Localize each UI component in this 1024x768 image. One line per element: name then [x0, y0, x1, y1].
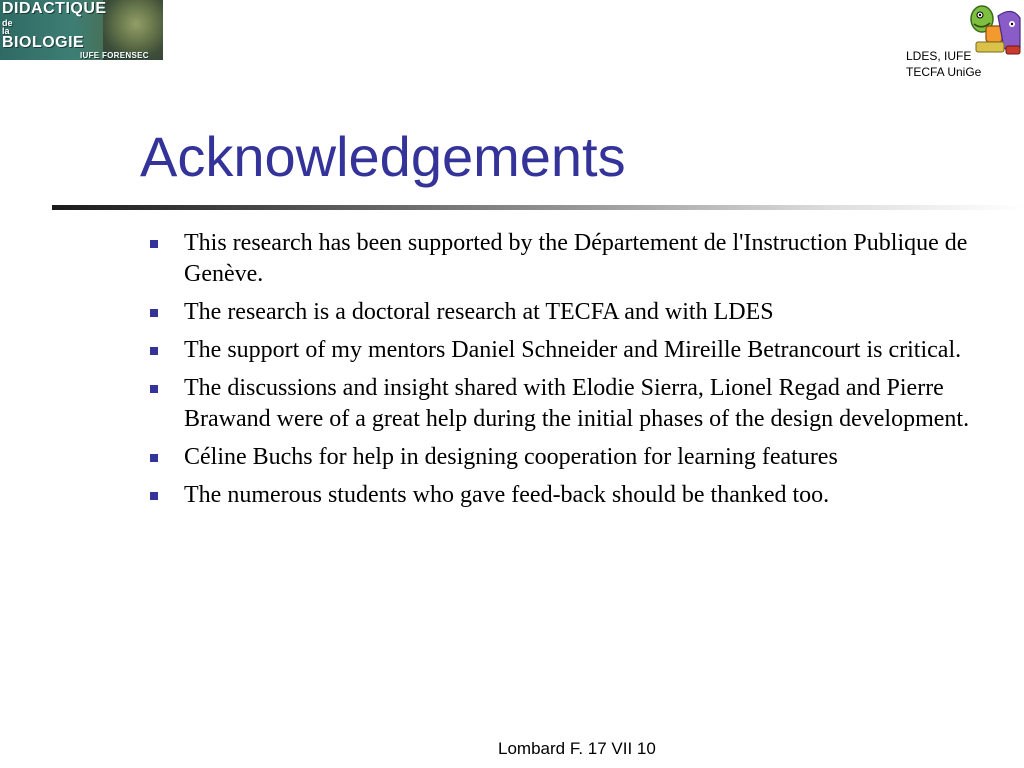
bullet-item [148, 228, 1008, 290]
didactique-biologie-logo [0, 0, 163, 60]
bullet-text: The research is a doctoral research at TECFA and with LDES [184, 299, 774, 325]
title-divider [52, 205, 1024, 210]
bullet-item [148, 297, 1008, 328]
bullet-list [148, 228, 1008, 518]
bullet-text: The support of my mentors Daniel Schneider and Mireille Betrancourt is critical. [184, 337, 962, 363]
logo-text-line4: BIOLOGIE [2, 34, 85, 51]
bullet-item [148, 442, 1008, 473]
bullet-text: This research has been supported by the Département de l'Instruction Publique de Genève. [184, 230, 968, 287]
square-bullet-icon [150, 347, 158, 355]
institution-line1: LDES, IUFE [906, 49, 972, 63]
institution-line2: TECFA UniGe [906, 65, 982, 79]
bullet-item [148, 480, 1008, 511]
bullet-text: The discussions and insight shared with Elodie Sierra, Lionel Regad and Pierre Brawand were of a great help during the initial phases of the design development. [184, 375, 970, 432]
slide-footer: Lombard F. 17 VII 10 [498, 739, 656, 758]
square-bullet-icon [150, 309, 158, 317]
bullet-text: Céline Buchs for help in designing cooperation for learning features [184, 444, 838, 470]
square-bullet-icon [150, 240, 158, 248]
square-bullet-icon [150, 385, 158, 393]
slide-title: Acknowledgements [140, 125, 626, 188]
square-bullet-icon [150, 492, 158, 500]
bullet-item [148, 373, 1008, 435]
logo-text-line5: IUFE FORENSEC [80, 51, 149, 60]
bullet-text: The numerous students who gave feed-back should be thanked too. [184, 482, 830, 508]
logo-text-line3: la [2, 26, 10, 36]
logo-text-line2: de [2, 18, 13, 28]
bullet-item [148, 335, 1008, 366]
institution-labels [906, 48, 981, 80]
square-bullet-icon [150, 454, 158, 462]
logo-text-line1: DIDACTIQUE [2, 0, 107, 17]
